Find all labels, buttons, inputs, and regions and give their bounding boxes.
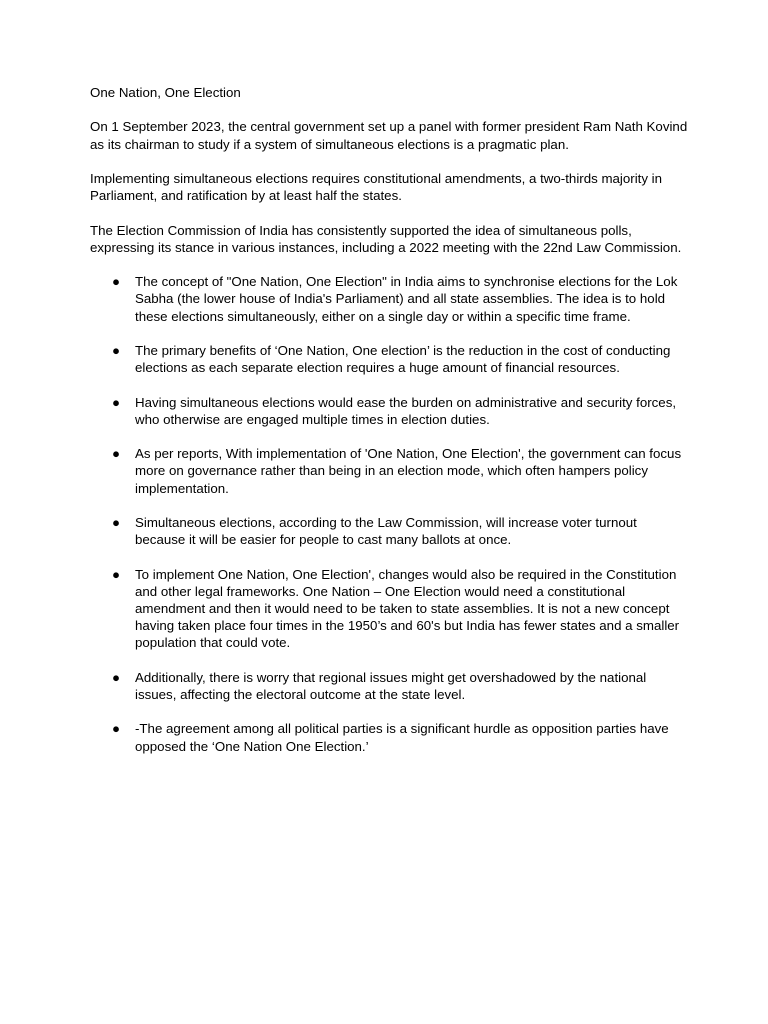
list-item-text: To implement One Nation, One Election', changes would also be required in the Constitution and other legal frameworks. One Nation – One Election would need a constitutional amendment and then it would need to be taken to state assemblies. It is not a new concept having taken place four times in the 1950’s and 60's but India has fewer states and a smaller population that could vote. (135, 566, 680, 651)
bullet-icon: ● (112, 342, 121, 358)
paragraph-requirements: Implementing simultaneous elections requires constitutional amendments, a two-thirds majority in Parliament, and ratification by at least half the states. (90, 170, 663, 204)
list-item (90, 342, 690, 376)
list-item-text: Additionally, there is worry that regional issues might get overshadowed by the national issues, affecting the electoral outcome at the state level. (135, 669, 647, 702)
paragraph-election-commission: The Election Commission of India has consistently supported the idea of simultaneous polls, expressing its stance in various instances, including a 2022 meeting with the 22nd Law Commission. (90, 222, 682, 255)
list-item (90, 514, 690, 548)
list-item (90, 566, 690, 652)
list-item (90, 273, 690, 325)
bullet-icon: ● (112, 274, 121, 290)
list-item (90, 445, 690, 497)
bullet-icon: ● (112, 566, 121, 582)
bullet-list (90, 273, 690, 755)
document-title: One Nation, One Election (90, 85, 241, 100)
bullet-icon: ● (112, 721, 121, 737)
list-item-text: As per reports, With implementation of 'One Nation, One Election', the government can focus more on governance rather than being in an election mode, which often hampers policy implementation. (135, 446, 682, 496)
list-item-text: Simultaneous elections, according to the Law Commission, will increase voter turnout because it will be easier for people to cast many ballots at once. (135, 514, 637, 548)
bullet-icon: ● (112, 669, 121, 685)
list-item-text: -The agreement among all political parties is a significant hurdle as opposition parties have opposed the ‘One Nation One Election.’ (135, 721, 669, 754)
bullet-icon: ● (112, 514, 121, 530)
list-item-text: The concept of "One Nation, One Election" in India aims to synchronise elections for the Lok Sabha (the lower house of India's Parliament) and all state assemblies. The idea is to hold these elections simultaneously, either on a single day or within a specific time frame. (135, 274, 678, 324)
bullet-icon: ● (112, 394, 121, 410)
list-item (90, 669, 690, 703)
document-page (90, 84, 690, 772)
bullet-icon: ● (112, 446, 121, 462)
list-item-text: The primary benefits of ‘One Nation, One election’ is the reduction in the cost of conducting elections as each separate election requires a huge amount of financial resources. (135, 342, 671, 376)
list-item (90, 394, 690, 428)
list-item (90, 720, 690, 754)
list-item-text: Having simultaneous elections would ease the burden on administrative and security forces, who otherwise are engaged multiple times in election duties. (135, 394, 677, 427)
paragraph-panel-setup: On 1 September 2023, the central government set up a panel with former president Ram Nath Kovind as its chairman to study if a system of simultaneous elections is a pragmatic plan. (90, 119, 688, 152)
